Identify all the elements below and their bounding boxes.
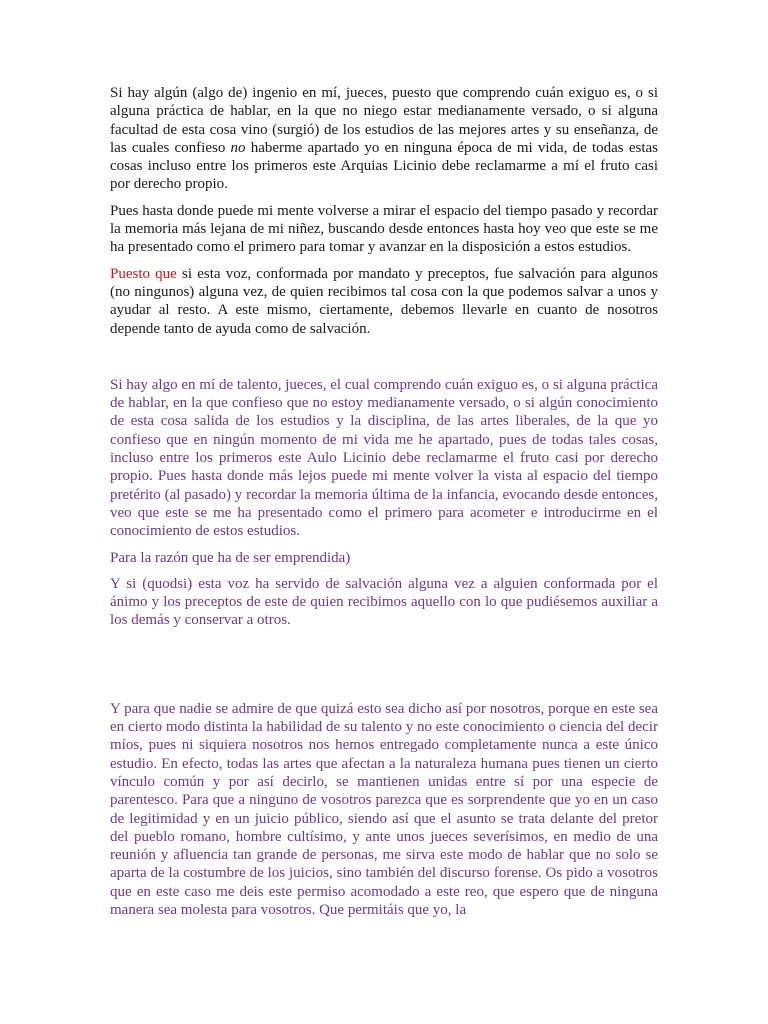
spacer-2 (110, 638, 658, 700)
paragraph-3-highlight: Puesto que (110, 265, 177, 282)
paragraph-3-text: si esta voz, conformada por mandato y preceptos, fue salvación para algunos (no ningunos) alguna vez, de quien recibimos tal cosa con la que podemos salvar a unos y ayudar al resto. A este mismo, ciertamente, debemos llevarle en cuanto de nosotros depende tanto de ayuda como de salvación. (110, 265, 658, 337)
paragraph-3 (110, 265, 658, 338)
paragraph-6: Y si (quodsi) esta voz ha servido de salvación alguna vez a alguien conformada por el ánimo y los preceptos de este de quien recibimos aquello con lo que pudiésemos auxiliar a los demás y conservar a otros. (110, 575, 658, 629)
spacer-1 (110, 346, 658, 376)
paragraph-1-italic: no (230, 139, 246, 156)
paragraph-2: Pues hasta donde puede mi mente volverse a mirar el espacio del tiempo pasado y recordar la memoria más lejana de mi niñez, buscando desde entonces hasta hoy veo que este se me ha presentado como el primero para tomar y avanzar en la disposición a estos estudios. (110, 202, 658, 256)
paragraph-1-text-a: Si hay algún (algo de) ingenio en mí, jueces, puesto que comprendo cuán exiguo es, o si alguna práctica de hablar, en la que no niego estar medianamente versado, o si alguna facultad de esta cosa vino (surgió) de los estudios de las mejores artes y su enseñanza, de las cuales confieso (110, 85, 658, 156)
paragraph-7: Y para que nadie se admire de que quizá esto sea dicho así por nosotros, porque en este sea en cierto modo distinta la habilidad de su talento y no este conocimiento o ciencia del decir míos, pues ni siquiera nosotros nos hemos entregado completamente nunca a este único estudio. En efecto, todas las artes que afectan a la naturaleza humana pues tienen un cierto vínculo común y por así decirlo, se mantienen unidas entre sí por una especie de parentesco. Para que a ninguno de vosotros parezca que es sorprendente que yo en un caso de legitimidad y en un juicio público, siendo así que el asunto se trata delante del pretor del pueblo romano, hombre cultísimo, y ante unos jueces severísimos, en medio de una reunión y afluencia tan grande de personas, me sirva este modo de hablar que no solo se aparta de la costumbre de los juicios, sino también del discurso forense. Os pido a vosotros que en este caso me deis este permiso acomodado a este reo, que espero que de ninguna manera sea molesta para vosotros. Que permitáis que yo, la (110, 700, 658, 918)
paragraph-5: Para la razón que ha de ser emprendida) (110, 549, 351, 566)
paragraph-1 (110, 84, 658, 194)
paragraph-1-text-b: haberme apartado yo en ninguna época de mi vida, de todas estas cosas incluso entre los primeros este Arquias Licinio debe reclamarme a mí el fruto casi por derecho propio. (110, 139, 658, 193)
paragraph-4: Si hay algo en mí de talento, jueces, el cual comprendo cuán exiguo es, o si alguna práctica de hablar, en la que confieso que no estoy medianamente versado, o si algún conocimiento de esta cosa salida de los estudios y la disciplina, de las artes liberales, de la que yo confieso que en ningún momento de mi vida me he apartado, pues de todas tales cosas, incluso entre los primeros este Aulo Licinio debe reclamarme el fruto casi por derecho propio. Pues hasta donde más lejos puede mi mente volver la vista al espacio del tiempo pretérito (al pasado) y recordar la memoria última de la infancia, evocando desde entonces, veo que este se me ha presentado como el primero para acometer e introducirme en el conocimiento de estos estudios. (110, 376, 658, 540)
